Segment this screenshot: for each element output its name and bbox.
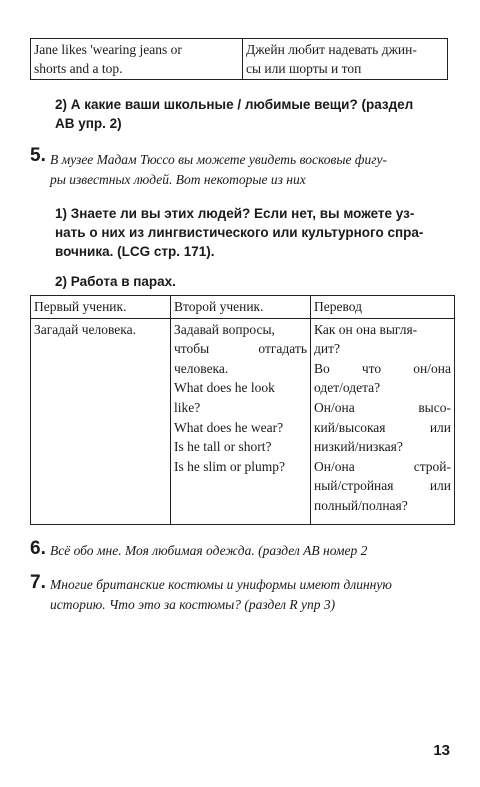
russian-cell xyxy=(243,39,448,80)
col2-line: Задавай вопросы, xyxy=(174,321,275,337)
section-5-text xyxy=(50,150,387,190)
q2-line-1: 2) А какие ваши школьные / любимые вещи? (раздел xyxy=(55,97,414,112)
section-6-text: Всё обо мне. Моя любимая одежда. (раздел AB номер 2 xyxy=(50,543,368,558)
section-5-question-1 xyxy=(55,204,423,261)
s5q1-line-1: 1) Знаете ли вы этих людей? Если нет, вы можете уз- xyxy=(55,206,415,221)
col2-line: What does he look xyxy=(174,380,275,396)
first-student-cell xyxy=(31,318,171,524)
s5q1-line-2: нать о них из лингвистического или культурного спра- xyxy=(55,225,424,240)
s7-line-2: историю. Что это за костюмы? (раздел R упр 3) xyxy=(50,597,336,612)
col2-line: человека. xyxy=(174,360,229,376)
s5q1-line-3: вочника. (LCG стр. 171). xyxy=(55,244,215,259)
col2-line: What does he wear? xyxy=(174,419,284,435)
translation-cell xyxy=(311,318,455,524)
col3-line: кий/высокая или xyxy=(314,419,451,435)
col2-line: Is he slim or plump? xyxy=(174,458,285,474)
section-7-text xyxy=(50,575,392,615)
header-first-student: Первый ученик. xyxy=(31,296,171,319)
col3-line: дит? xyxy=(314,341,340,357)
english-line-2: shorts and a top. xyxy=(34,61,123,76)
pair-work-table xyxy=(30,295,455,525)
header-translation: Перевод xyxy=(311,296,455,319)
col2-line: чтобы отгадать xyxy=(174,341,307,357)
col3-line: Он/она высо- xyxy=(314,399,451,415)
section-5-question-2: 2) Работа в парах. xyxy=(55,274,176,289)
col3-line: Во что он/она xyxy=(314,360,451,376)
s5-line-2: ры известных людей. Вот некоторые из них xyxy=(50,172,306,187)
col2-line: Is he tall or short? xyxy=(174,439,272,455)
col3-line: ный/стройная или xyxy=(314,478,451,494)
top-translation-table xyxy=(30,38,448,80)
col1-line: Загадай человека. xyxy=(34,321,137,337)
col3-line: одет/одета? xyxy=(314,380,381,396)
page-number: 13 xyxy=(433,742,450,759)
s5-line-1: В музее Мадам Тюссо вы можете увидеть восковые фигу- xyxy=(50,152,388,167)
col3-line: полный/полная? xyxy=(314,497,408,513)
section-7-number: 7. xyxy=(30,572,46,593)
english-cell xyxy=(31,39,243,80)
english-line-1: Jane likes 'wearing jeans or xyxy=(34,42,182,57)
col3-line: низкий/низкая? xyxy=(314,439,403,455)
q2-line-2: AB упр. 2) xyxy=(55,116,122,131)
russian-line-2: сы или шорты и топ xyxy=(246,61,362,76)
col3-line: Как он она выгля- xyxy=(314,321,418,337)
question-2-heading xyxy=(55,95,413,133)
second-student-cell xyxy=(171,318,311,524)
s7-line-1: Многие британские костюмы и униформы имеют длинную xyxy=(50,577,392,592)
section-5-number: 5. xyxy=(30,145,46,166)
russian-line-1: Джейн любит надевать джин- xyxy=(246,42,417,57)
col2-line: like? xyxy=(174,399,201,415)
section-6-number: 6. xyxy=(30,538,46,559)
col3-line: Он/она строй- xyxy=(314,458,451,474)
header-second-student: Второй ученик. xyxy=(171,296,311,319)
